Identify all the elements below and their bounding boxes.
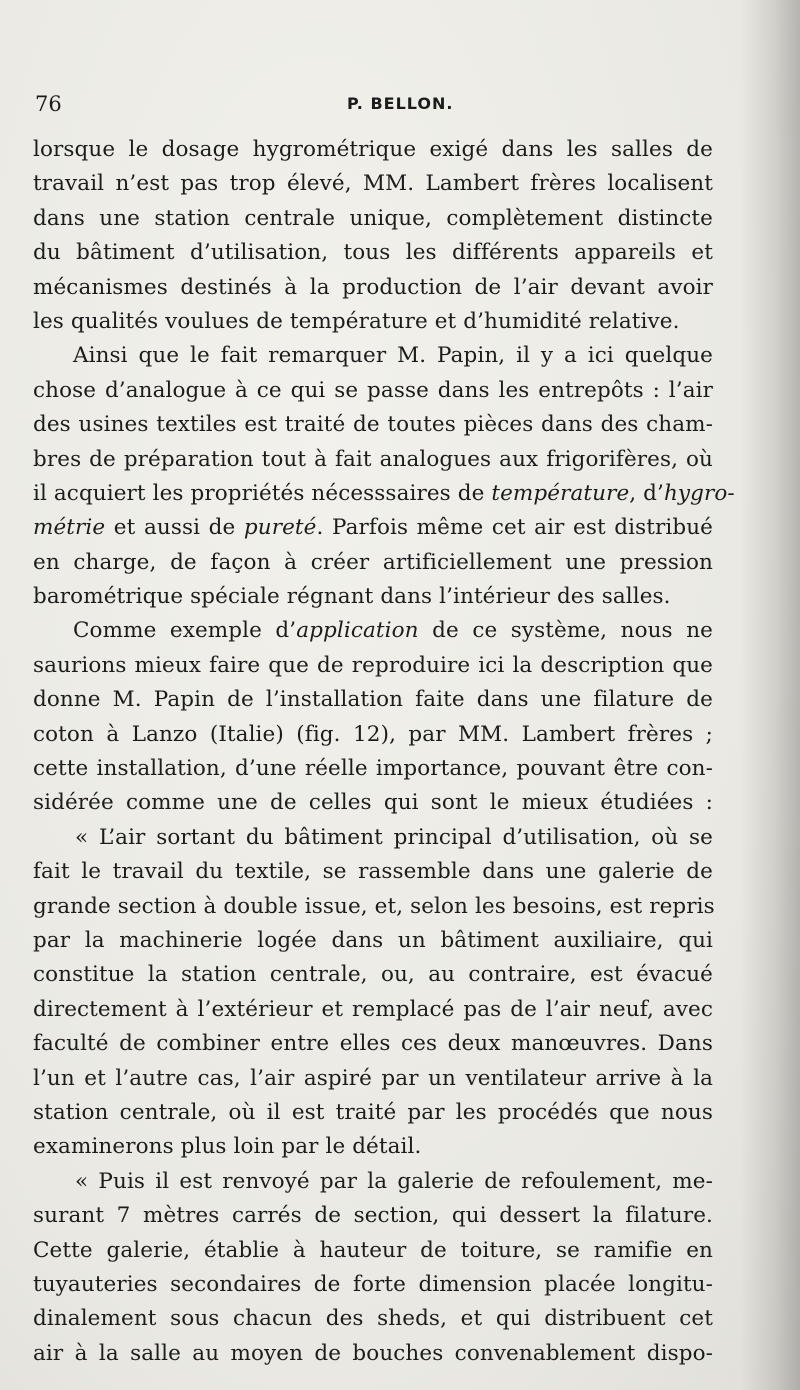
text-segment: , d’ bbox=[629, 480, 664, 506]
text-line: directement à l’extérieur et remplacé pas de l’air neuf, avec bbox=[33, 996, 713, 1022]
text-line bbox=[33, 477, 735, 511]
text-line: cette installation, d’une réelle importance, pouvant être con- bbox=[33, 756, 713, 782]
text-line: « Puis il est renvoyé par la galerie de refoulement, me- bbox=[75, 1168, 713, 1194]
text-line: faculté de combiner entre elles ces deux manœuvres. Dans bbox=[33, 1031, 713, 1057]
text-line: des usines textiles est traité de toutes pièces dans des cham- bbox=[33, 412, 713, 438]
text-line: tuyauteries secondaires de forte dimension placée longitu- bbox=[33, 1271, 713, 1297]
text-line: donne M. Papin de l’installation faite dans une filature de bbox=[33, 687, 713, 713]
text-line bbox=[33, 614, 713, 648]
text-segment: Comme exemple d’ bbox=[73, 618, 297, 644]
text-segment: et aussi de bbox=[105, 515, 244, 541]
text-line: lorsque le dosage hygrométrique exigé dans les salles de bbox=[33, 137, 713, 162]
italic-term: métrie bbox=[33, 515, 106, 541]
text-line: surant 7 mètres carrés de section, qui dessert la filature. bbox=[33, 1203, 713, 1229]
text-line: air à la salle au moyen de bouches convenablement dispo- bbox=[33, 1340, 713, 1366]
body-text bbox=[33, 133, 735, 1371]
text-line: travail n’est pas trop élevé, MM. Lambert frères localisent bbox=[33, 171, 713, 197]
italic-term: pureté bbox=[243, 515, 317, 541]
text-line: constitue la station centrale, ou, au contraire, est évacué bbox=[33, 962, 713, 988]
text-line: en charge, de façon à créer artificiellement une pression bbox=[33, 549, 713, 575]
page-header bbox=[35, 92, 735, 122]
text-line: mécanismes destinés à la production de l’air devant avoir bbox=[33, 274, 713, 300]
running-head: P. BELLON. bbox=[347, 94, 454, 113]
text-line: « L’air sortant du bâtiment principal d’utilisation, où se bbox=[75, 824, 713, 850]
text-segment: . Parfois même cet air est distribué bbox=[316, 515, 713, 541]
text-line: fait le travail du textile, se rassemble dans une galerie de bbox=[33, 859, 713, 885]
italic-term: hygro- bbox=[663, 480, 735, 506]
page-number: 76 bbox=[35, 92, 62, 116]
text-line: bres de préparation tout à fait analogues aux frigorifères, où bbox=[33, 446, 713, 472]
text-line: barométrique spéciale régnant dans l’intérieur des salles. bbox=[33, 584, 671, 610]
text-line: dans une station centrale unique, complètement distincte bbox=[33, 205, 713, 231]
text-line: station centrale, où il est traité par les procédés que nous bbox=[33, 1099, 713, 1125]
text-line: chose d’analogue à ce qui se passe dans les entrepôts : l’air bbox=[33, 377, 713, 403]
text-line: l’un et l’autre cas, l’air aspiré par un ventilateur arrive à la bbox=[33, 1065, 713, 1091]
text-line: grande section à double issue, et, selon les besoins, est repris bbox=[33, 893, 715, 919]
text-line: sidérée comme une de celles qui sont le mieux étudiées : bbox=[33, 790, 713, 816]
text-line: du bâtiment d’utilisation, tous les différents appareils et bbox=[33, 240, 713, 266]
text-segment: de ce système, nous ne bbox=[418, 618, 713, 644]
italic-term: température bbox=[491, 480, 630, 506]
text-line bbox=[33, 511, 713, 545]
italic-term: application bbox=[296, 618, 419, 644]
text-line: Cette galerie, établie à hauteur de toiture, se ramifie en bbox=[33, 1237, 713, 1263]
text-line: les qualités voulues de température et d’humidité relative. bbox=[33, 308, 680, 334]
text-line: coton à Lanzo (Italie) (fig. 12), par MM. Lambert frères ; bbox=[33, 721, 713, 747]
text-line: Ainsi que le fait remarquer M. Papin, il y a ici quelque bbox=[73, 343, 713, 369]
text-line: par la machinerie logée dans un bâtiment auxiliaire, qui bbox=[33, 927, 713, 953]
text-segment: il acquiert les propriétés nécesssaires de bbox=[33, 480, 492, 506]
text-line: saurions mieux faire que de reproduire ici la description que bbox=[33, 652, 713, 678]
text-line: examinerons plus loin par le détail. bbox=[33, 1134, 422, 1160]
text-line: dinalement sous chacun des sheds, et qui distribuent cet bbox=[33, 1306, 713, 1332]
